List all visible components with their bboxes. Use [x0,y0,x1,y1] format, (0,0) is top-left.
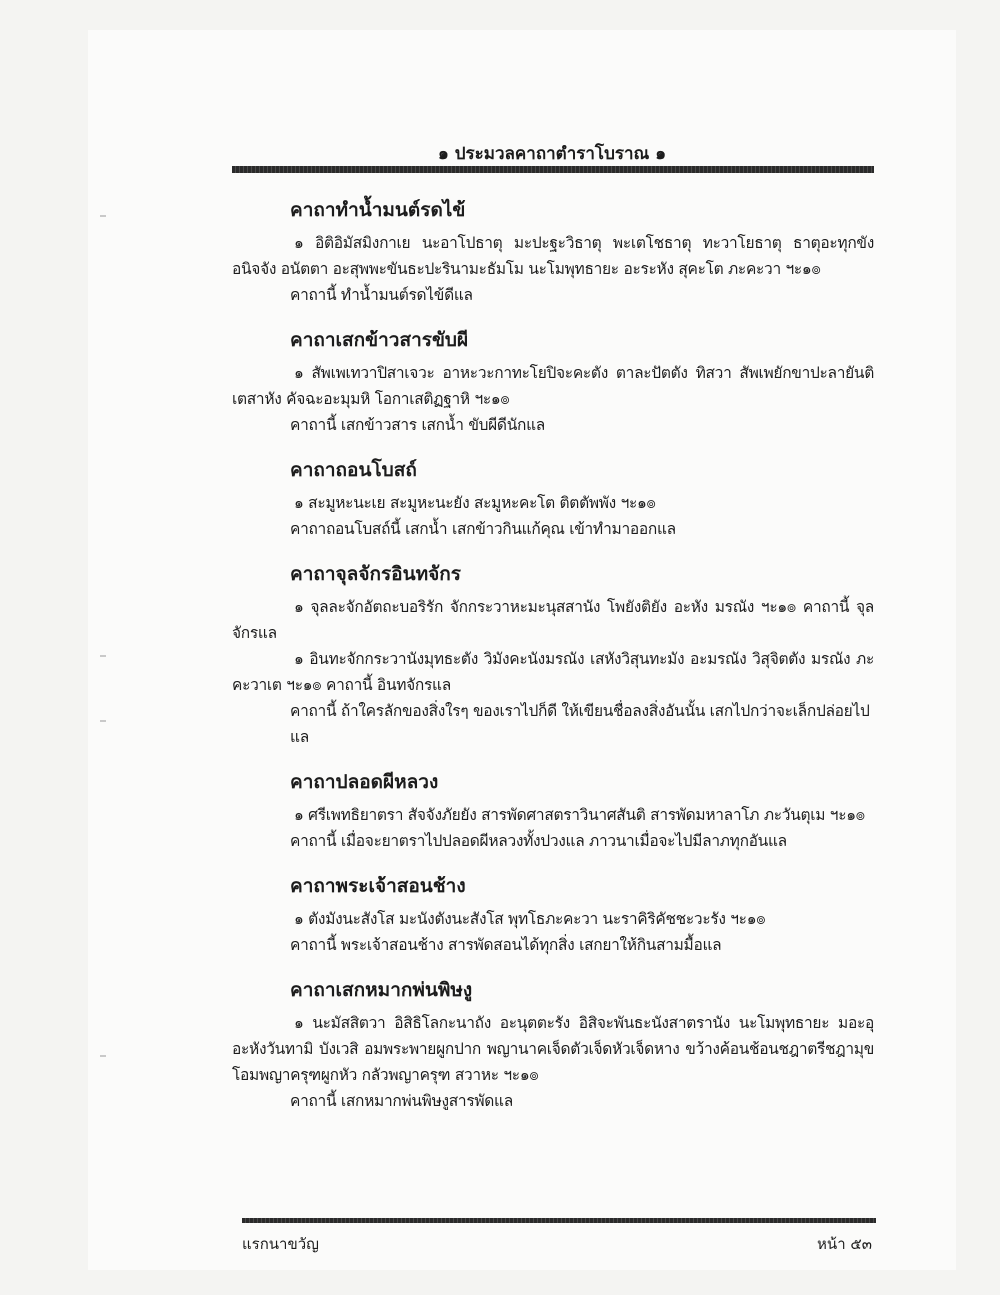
footer-book-title: แรกนาขวัญ [242,1235,319,1253]
page-number: หน้า ๕๓ [817,1235,872,1253]
header-rule [232,166,874,173]
running-header: ๑ ประมวลคาถาตำราโบราณ ๑ [437,144,667,164]
section-title: คาถาจุลจักรอินทจักร [290,563,461,585]
scan-speck [100,1055,106,1057]
section-title: คาถาทำน้ำมนต์รดไข้ [290,199,466,221]
usage-note: คาถานี้ พระเจ้าสอนช้าง สารพัดสอนได้ทุกสิ่ง เสกยาให้กินสามมื้อแล [290,936,722,954]
section-title: คาถาปลอดผีหลวง [290,771,439,793]
scan-speck [100,720,106,722]
incantation-text: ๑ จุลละจักอัตถะบอริรัก จักกระวาหะมะนุสสานัง โพยังติยัง อะหัง มรณัง ฯะ๑๏ คาถานี้ จุลจักรแล [232,598,874,642]
section-title: คาถาเสกข้าวสารขับผี [290,329,469,351]
usage-note: คาถานี้ เมื่อจะยาตราไปปลอดผีหลวงทั้งปวงแล ภาวนาเมื่อจะไปมีลาภทุกอันแล [290,832,787,850]
section-title: คาถาถอนโบสถ์ [290,459,417,481]
scan-speck [100,215,106,217]
section-elephant [232,872,874,958]
section-title: คาถาเสกหมากพ่นพิษงู [290,979,473,1001]
section-snake-venom [232,976,874,1114]
section-uproot-temple [232,456,874,542]
section-royal-ghost [232,768,874,854]
incantation-text: ๑ สัพเพเทวาปิสาเจวะ อาหะวะกาทะโยปิจะคะตัง ตาละปัตตัง ทิสวา สัพเพยักขาปะลายันติ เตสาหัง คัจฉะอะมุมหิ โอกาเสติฏฐาหิ ฯะ๑๏ [232,364,874,408]
usage-note: คาถานี้ ทำน้ำมนต์รดไข้ดีแล [290,286,473,304]
section-holy-water [232,196,874,308]
incantation-text: ๑ ตังมังนะสังโส มะนังตังนะสังโส พุทโธภะคะวา นะราคิริคัชชะวะรัง ฯะ๑๏ [294,910,766,928]
usage-note: คาถานี้ เสกหมากพ่นพิษงูสารพัดแล [290,1092,513,1110]
section-title: คาถาพระเจ้าสอนช้าง [290,875,466,897]
incantation-text: ๑ ศรีเพทธิยาตรา สัจจังภัยยัง สารพัดศาสตราวินาศสันติ สารพัดมหาลาโภ ภะวันตุเม ฯะ๑๏ [294,806,865,824]
section-chulachak [232,560,874,750]
page-content [232,196,874,1132]
usage-note: คาถานี้ เสกข้าวสาร เสกน้ำ ขับผีดีนักแล [290,416,545,434]
incantation-text: ๑ สะมูหะนะเย สะมูหะนะยัง สะมูหะคะโต ติตตัพพัง ฯะ๑๏ [294,494,656,512]
incantation-text: ๑ อินทะจักกระวานังมุทธะตัง วิมังคะนังมรณัง เสหังวิสุนทะมัง อะมรณัง วิสุจิตตัง มรณัง ภะคะวาเต ฯะ๑๏ คาถานี้ อินทจักรแล [232,650,874,694]
incantation-text: ๑ อิติอิมัสมิงกาเย นะอาโปธาตุ มะปะฐะวิธาตุ พะเตโชธาตุ ทะวาโยธาตุ ธาตุอะทุกขัง อนิจจัง อนัตตา อะสุพพะขันธะปะรินามะธัมโม นะโมพุทธายะ อะระหัง สุคะโต ภะคะวา ฯะ๑๏ [232,234,874,278]
incantation-text: ๑ นะมัสสิตวา อิสิธิโลกะนาถัง อะนุตตะรัง อิสิจะพันธะนังสาตรานัง นะโมพุทธายะ มอะอุ อะหังวันทามิ บังเวสิ อมพระพายผูกปาก พญานาคเจ็ดตัวเจ็ดหัวเจ็ดหาง ขว้างค้อนช้อนชฎาตรีชฎามุข โอมพญาครุฑผูกหัว กลัวพญาครุฑ สวาหะ ฯะ๑๏ [232,1014,874,1084]
section-rice-exorcism [232,326,874,438]
footer-rule [242,1218,876,1223]
usage-note: คาถานี้ ถ้าใครลักของสิ่งใรๆ ของเราไปก็ดี ให้เขียนชื่อลงสิ่งอันนั้น เสกไปกว่าจะเล็กปล่อยไปแล [290,702,870,746]
scan-speck [100,655,106,657]
usage-note: คาถาถอนโบสถ์นี้ เสกน้ำ เสกข้าวกินแก้คุณ เข้าทำมาออกแล [290,520,676,538]
